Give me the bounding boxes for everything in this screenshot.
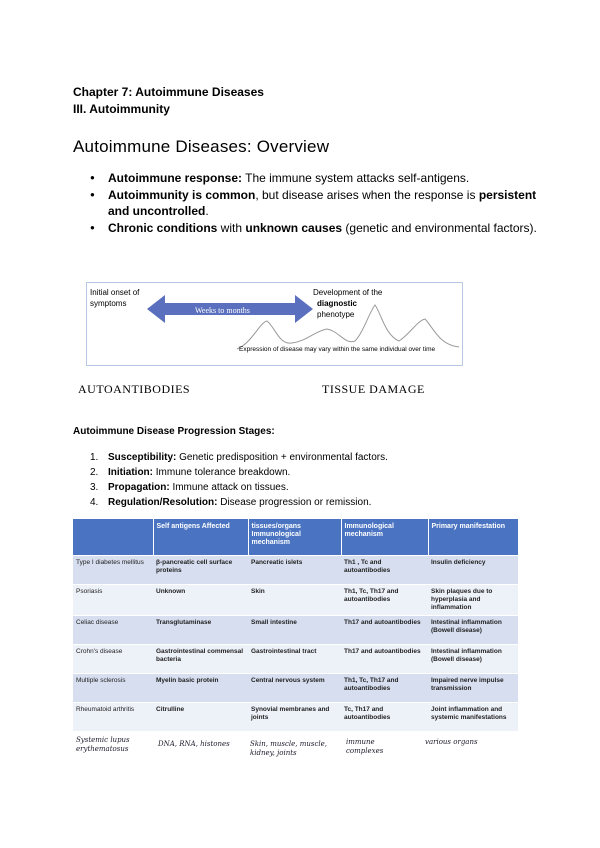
table-header: Primary manifestation <box>428 519 518 556</box>
bullet-item: ● Chronic conditions with unknown causes (genetic and environmental factors). <box>90 220 540 236</box>
stage-item: 2. Initiation: Immune tolerance breakdown. <box>90 467 291 478</box>
stage-item: 3. Propagation: Immune attack on tissues. <box>90 482 289 493</box>
handwritten-note: Systemic lupus erythematosus <box>76 736 130 753</box>
stage-item: 1. Susceptibility: Genetic predisposition + environmental factors. <box>90 452 388 463</box>
page-title: Autoimmune Diseases: Overview <box>73 137 330 156</box>
expression-note: Expression of disease may vary within the same individual over time <box>239 346 436 353</box>
stages-list <box>90 450 388 510</box>
onset-label: Initial onset of symptoms <box>90 288 140 308</box>
bullet-item: ● Autoimmune response: The immune system attacks self-antigens. <box>90 170 540 186</box>
progression-diagram <box>86 282 463 366</box>
development-label: Development of the diagnostic phenotype <box>313 288 383 319</box>
autoantibodies-label: AUTOANTIBODIES <box>78 382 191 396</box>
table-header-row <box>73 519 518 556</box>
table-header: Self antigens Affected <box>153 519 248 556</box>
table-header <box>73 519 153 556</box>
section-title: III. Autoimmunity <box>73 102 170 116</box>
overview-bullets <box>90 170 540 237</box>
tissue-damage-label: TISSUE DAMAGE <box>322 382 425 396</box>
table-row: Type I diabetes mellitus β-pancreatic cell surface proteins Pancreatic islets Th1 , Tc and autoantibodies Insulin deficiency <box>73 556 518 585</box>
table-row: Multiple sclerosis Myelin basic protein Central nervous system Th1, Tc, Th17 and autoantibodies Impaired nerve impulse transmission <box>73 674 518 703</box>
handwritten-note: various organs <box>425 738 478 746</box>
handwritten-note: DNA, RNA, histones <box>158 740 230 748</box>
table-row: Psoriasis Unknown Skin Th1, Tc, Th17 and autoantibodies Skin plaques due to hyperplasia and inflammation <box>73 585 518 616</box>
chapter-heading <box>73 84 264 118</box>
table-row: Rheumatoid arthritis Citrulline Synovial membranes and joints Tc, Th17 and autoantibodies Joint inflammation and systemic manifestations <box>73 703 518 732</box>
disease-table <box>73 519 519 731</box>
stages-heading: Autoimmune Disease Progression Stages: <box>73 426 275 437</box>
table-row: Crohn's disease Gastrointestinal commensal bacteria Gastrointestinal tract Th17 and autoantibodies Intestinal inflammation (Bowell disease) <box>73 645 518 674</box>
bullet-item: ● Autoimmunity is common, but disease arises when the response is persistent and uncontrolled. <box>90 187 540 219</box>
handwritten-note: immune complexes <box>346 738 384 755</box>
table-header: tissues/organs Immunological mechanism <box>248 519 341 556</box>
table-header: Immunological mechanism <box>341 519 428 556</box>
handwritten-note: Skin, muscle, muscle, kidney, joints <box>250 740 327 757</box>
stage-item: 4. Regulation/Resolution: Disease progression or remission. <box>90 497 372 508</box>
arrow-label: Weeks to months <box>195 306 250 315</box>
table-row: Celiac disease Transglutaminase Small intestine Th17 and autoantibodies Intestinal inflammation (Bowell disease) <box>73 616 518 645</box>
chapter-title: Chapter 7: Autoimmune Diseases <box>73 85 264 99</box>
